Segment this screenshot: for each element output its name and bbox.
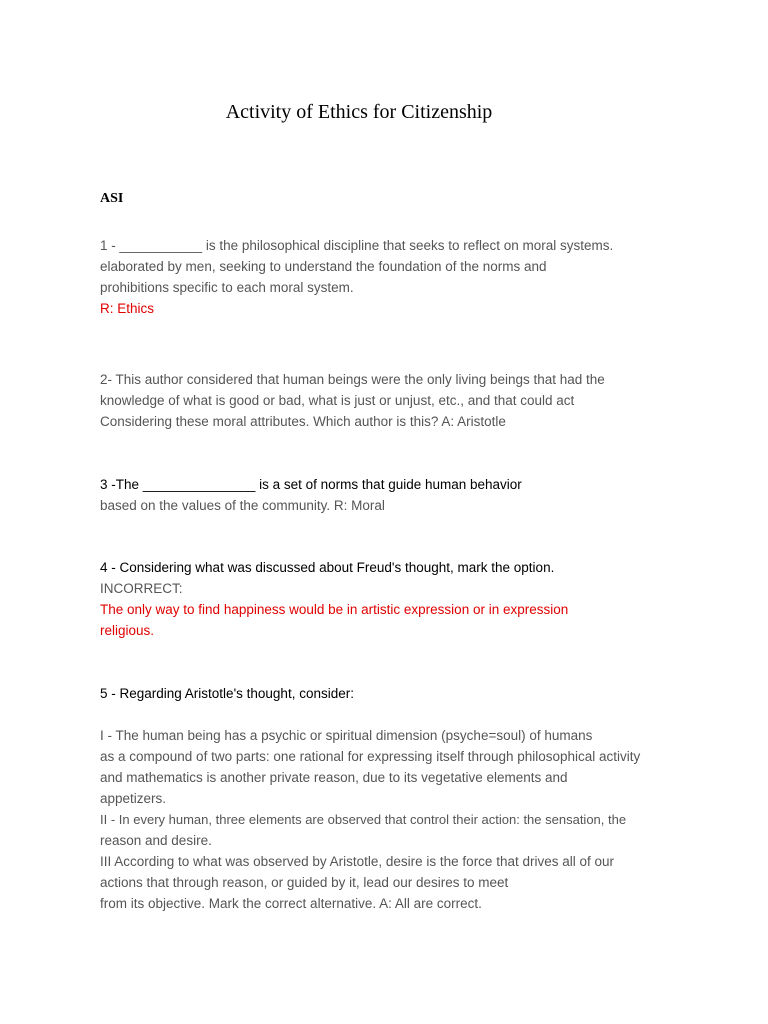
question-3-line-1: 3 -The _______________ is a set of norms that guide human behavior [100, 477, 522, 492]
question-5-item-ii-line-2: reason and desire. [100, 833, 212, 848]
section-label: ASI [100, 191, 124, 206]
question-3-line-2: based on the values of the community. R: Moral [100, 498, 385, 513]
question-5-line-1: 5 - Regarding Aristotle's thought, consider: [100, 686, 354, 701]
question-1-answer: R: Ethics [100, 301, 155, 316]
question-4-line-2: INCORRECT: [100, 581, 183, 596]
question-5-item-i-line-3: and mathematics is another private reason, due to its vegetative elements and [100, 770, 568, 785]
question-5-item-i-line-4: appetizers. [100, 791, 167, 806]
question-1-line-1: 1 - ___________ is the philosophical discipline that seeks to reflect on moral systems. [100, 238, 614, 253]
question-5-item-iii-line-3: from its objective. Mark the correct alternative. A: All are correct. [100, 896, 482, 911]
document-title: Activity of Ethics for Citizenship [225, 101, 493, 123]
question-1-line-2: elaborated by men, seeking to understand the foundation of the norms and [100, 259, 547, 274]
question-2-line-2: knowledge of what is good or bad, what is just or unjust, etc., and that could act [100, 393, 575, 408]
question-5-item-i-line-1: I - The human being has a psychic or spiritual dimension (psyche=soul) of humans [100, 728, 593, 743]
question-2-line-1: 2- This author considered that human beings were the only living beings that had the [100, 372, 605, 387]
question-1-line-3: prohibitions specific to each moral system. [100, 280, 354, 295]
question-2-line-3: Considering these moral attributes. Which author is this? A: Aristotle [100, 414, 506, 429]
question-5-item-iii-line-1: III According to what was observed by Aristotle, desire is the force that drives all of our [100, 854, 615, 869]
question-5-item-ii-line-1: II - In every human, three elements are observed that control their action: the sensation, the [100, 812, 627, 827]
question-4-line-1: 4 - Considering what was discussed about Freud's thought, mark the option. [100, 560, 555, 575]
question-5-item-i-line-2: as a compound of two parts: one rational for expressing itself through philosophical activity [100, 749, 641, 764]
question-4-answer-line-1: The only way to find happiness would be in artistic expression or in expression [100, 602, 569, 617]
question-5-item-iii-line-2: actions that through reason, or guided by it, lead our desires to meet [100, 875, 509, 890]
question-4-answer-line-2: religious. [100, 623, 155, 638]
